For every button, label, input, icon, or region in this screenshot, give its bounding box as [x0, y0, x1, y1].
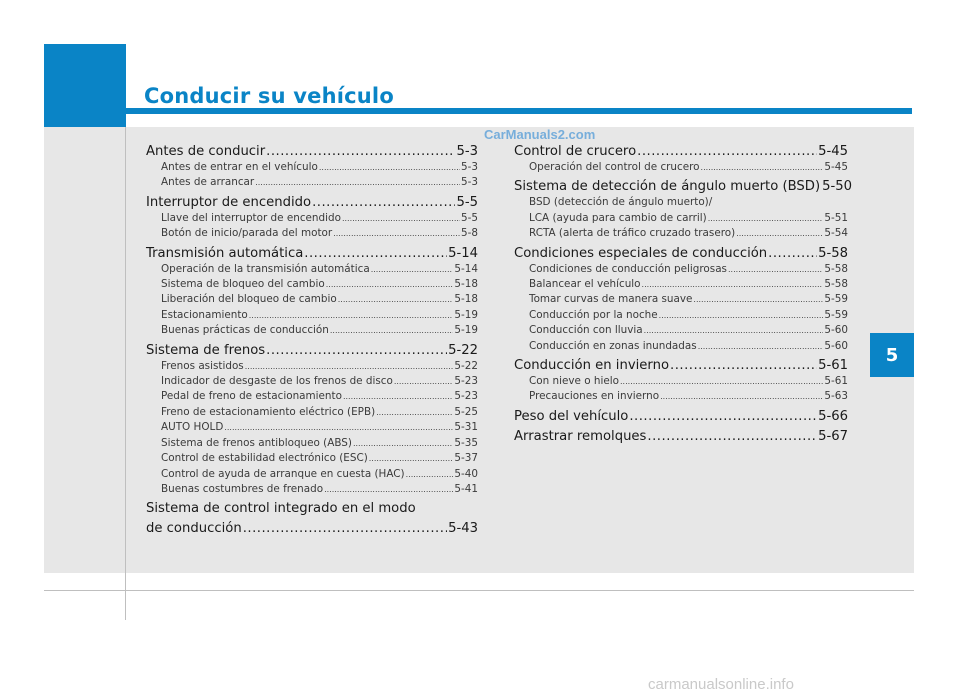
toc-entry-title: Arrastrar remolques: [514, 428, 647, 444]
toc-subsection-entry[interactable]: [146, 389, 478, 404]
title-underline: [126, 108, 912, 114]
toc-subsection-entry[interactable]: [146, 467, 478, 482]
chapter-color-block: [44, 44, 126, 127]
toc-entry-title: RCTA (alerta de tráfico cruzado trasero): [529, 227, 736, 240]
toc-entry-title: Conducción con lluvia: [529, 324, 643, 337]
toc-entry-title: Liberación del bloqueo de cambio: [161, 293, 337, 306]
toc-dot-leader: [326, 277, 454, 292]
toc-page-number: 5-5: [461, 211, 478, 224]
toc-section-entry[interactable]: [514, 144, 848, 160]
toc-entry-title: Condiciones de conducción peligrosas: [529, 262, 727, 275]
toc-dot-leader: [304, 246, 447, 262]
toc-subsection-entry[interactable]: [146, 436, 478, 451]
toc-entry-title: Con nieve o hielo: [529, 375, 619, 388]
toc-entry-title: Condiciones especiales de conducción: [514, 245, 768, 261]
toc-dot-leader: [620, 374, 823, 389]
toc-dot-leader: [647, 429, 817, 445]
toc-dot-leader: [644, 323, 824, 338]
toc-entry-title: de conducción: [146, 521, 242, 537]
toc-page-number: 5-19: [454, 324, 478, 337]
toc-page-number: 5-31: [454, 421, 478, 434]
toc-entry-title: Sistema de frenos antibloqueo (ABS): [161, 436, 352, 449]
toc-left-column: [146, 140, 478, 537]
toc-dot-leader: [249, 308, 454, 323]
toc-entry-title: Antes de arrancar: [161, 176, 255, 189]
toc-page-number: 5-5: [456, 194, 478, 210]
toc-subsection-entry[interactable]: [514, 389, 848, 404]
toc-subsection-entry[interactable]: [146, 374, 478, 389]
toc-dot-leader: [342, 211, 460, 226]
toc-page-number: 5-18: [454, 278, 478, 291]
toc-subsection-entry[interactable]: [514, 308, 848, 323]
toc-subsection-label[interactable]: BSD (detección de ángulo muerto)/: [529, 196, 713, 209]
watermark-carmanualsonline: carmanualsonline.info: [648, 676, 794, 693]
toc-dot-leader: [371, 262, 454, 277]
toc-entry-title: Sistema de frenos: [146, 342, 266, 358]
toc-page-number: 5-45: [818, 144, 848, 159]
toc-subsection-entry[interactable]: [514, 323, 848, 338]
toc-dot-leader: [406, 467, 454, 482]
toc-subsection-entry[interactable]: [146, 482, 478, 497]
toc-page-number: 5-22: [454, 359, 478, 372]
toc-page-number: 5-14: [454, 262, 478, 275]
toc-page-number: 5-54: [824, 227, 848, 240]
toc-dot-leader: [701, 160, 824, 175]
toc-page-number: 5-23: [454, 375, 478, 388]
toc-dot-leader: [376, 405, 453, 420]
toc-subsection-entry[interactable]: [146, 323, 478, 338]
toc-entry-title: Operación del control de crucero: [529, 161, 700, 173]
toc-section-entry[interactable]: [514, 179, 853, 195]
toc-section-entry[interactable]: [514, 429, 848, 445]
toc-subsection-entry[interactable]: [146, 292, 478, 307]
toc-page-number: 5-18: [454, 293, 478, 306]
toc-page-number: 5-25: [454, 405, 478, 418]
toc-section-entry[interactable]: [146, 521, 478, 537]
toc-subsection-entry[interactable]: [514, 277, 848, 292]
toc-page-number: 5-43: [448, 521, 478, 537]
toc-subsection-entry[interactable]: [146, 175, 478, 190]
toc-dot-leader: [330, 323, 454, 338]
toc-entry-title: Balancear el vehículo: [529, 278, 641, 291]
toc-dot-leader: [629, 409, 817, 425]
chapter-tab[interactable]: 5: [870, 333, 914, 377]
toc-subsection-entry[interactable]: [146, 451, 478, 466]
toc-entry-title: Estacionamiento: [161, 308, 248, 321]
toc-subsection-entry[interactable]: [514, 339, 848, 354]
toc-dot-leader: [660, 389, 823, 404]
toc-page-number: 5-60: [824, 339, 848, 352]
toc-dot-leader: [670, 358, 817, 374]
toc-entry-title: Precauciones en invierno: [529, 390, 660, 403]
toc-dot-leader: [693, 292, 823, 307]
toc-section-entry[interactable]: [514, 409, 848, 425]
toc-page-number: 5-45: [824, 161, 848, 173]
toc-page-number: 5-23: [454, 390, 478, 403]
toc-page-number: 5-59: [824, 293, 848, 306]
toc-dot-leader: [394, 374, 454, 389]
toc-page-number: 5-58: [824, 278, 848, 291]
toc-dot-leader: [768, 246, 817, 262]
toc-dot-leader: [659, 308, 824, 323]
toc-section-entry[interactable]: [146, 343, 478, 359]
toc-entry-title: Pedal de freno de estacionamiento: [161, 390, 342, 403]
toc-page-number: 5-63: [824, 390, 848, 403]
toc-dot-leader: [255, 175, 460, 190]
toc-section-entry[interactable]: [146, 144, 478, 160]
toc-entry-title: Antes de entrar en el vehículo: [161, 161, 318, 173]
toc-subsection-entry[interactable]: [146, 277, 478, 292]
toc-dot-leader: [243, 521, 447, 537]
toc-entry-title: Tomar curvas de manera suave: [529, 293, 693, 306]
toc-dot-leader: [343, 389, 453, 404]
watermark-carmanuals2: CarManuals2.com: [484, 127, 596, 142]
toc-page-number: 5-66: [818, 408, 848, 424]
footer-divider: [44, 590, 914, 591]
toc-section-entry[interactable]: [514, 358, 848, 374]
toc-page-number: 5-22: [448, 342, 478, 358]
toc-page-number: 5-58: [818, 245, 848, 261]
toc-page-number: 5-67: [818, 428, 848, 444]
toc-page-number: 5-50: [822, 179, 853, 195]
page-title: Conducir su vehículo: [144, 84, 394, 108]
toc-entry-title: Conducción por la noche: [529, 308, 658, 321]
toc-dot-leader: [698, 339, 824, 354]
toc-entry-title: LCA (ayuda para cambio de carril): [529, 211, 707, 224]
toc-entry-title: Antes de conducir: [146, 144, 266, 159]
toc-section-entry[interactable]: [146, 246, 478, 262]
toc-subsection-entry[interactable]: [146, 308, 478, 323]
toc-dot-leader: [736, 226, 823, 241]
toc-entry-title: Conducción en invierno: [514, 358, 670, 374]
toc-page-number: 5-19: [454, 308, 478, 321]
toc-dot-leader: [728, 262, 823, 277]
toc-subsection-entry[interactable]: [146, 420, 478, 435]
toc-entry-title: Sistema de detección de ángulo muerto (BSD): [514, 179, 821, 195]
toc-entry-title: Llave del interruptor de encendido: [161, 211, 341, 224]
toc-entry-title: Interruptor de encendido: [146, 194, 312, 210]
toc-dot-leader: [319, 160, 460, 175]
toc-section-entry[interactable]: [514, 246, 848, 262]
toc-page-number: 5-58: [824, 262, 848, 275]
toc-subsection-entry[interactable]: [514, 226, 848, 241]
toc-subsection-entry[interactable]: [514, 211, 848, 226]
toc-dot-leader: [312, 195, 455, 211]
toc-dot-leader: [708, 211, 824, 226]
toc-entry-title: Freno de estacionamiento eléctrico (EPB): [161, 405, 376, 418]
toc-page-number: 5-8: [461, 227, 478, 240]
toc-dot-leader: [224, 420, 453, 435]
toc-dot-leader: [245, 359, 454, 374]
toc-dot-leader: [324, 482, 453, 497]
toc-page-number: 5-37: [454, 452, 478, 465]
toc-page-number: 5-35: [454, 436, 478, 449]
toc-page-number: 5-59: [824, 308, 848, 321]
toc-entry-title: Operación de la transmisión automática: [161, 262, 370, 275]
toc-subsection-entry[interactable]: [146, 160, 478, 175]
toc-subsection-entry[interactable]: [146, 359, 478, 374]
toc-page-number: 5-3: [456, 144, 478, 159]
toc-subsection-entry[interactable]: [146, 405, 478, 420]
toc-entry-title: Control de ayuda de arranque en cuesta (HAC): [161, 467, 405, 480]
toc-page-number: 5-40: [454, 467, 478, 480]
toc-entry-title: Conducción en zonas inundadas: [529, 339, 697, 352]
toc-dot-leader: [642, 277, 824, 292]
toc-subsection-entry[interactable]: [146, 226, 478, 241]
toc-dot-leader: [637, 144, 817, 160]
toc-entry-title: Buenas costumbres de frenado: [161, 482, 324, 495]
toc-page-number: 5-41: [454, 482, 478, 495]
toc-entry-title: Botón de inicio/parada del motor: [161, 227, 333, 240]
toc-page-number: 5-3: [461, 176, 478, 189]
toc-entry-title: Sistema de bloqueo del cambio: [161, 278, 325, 291]
toc-dot-leader: [353, 436, 453, 451]
toc-entry-title: Control de crucero: [514, 144, 637, 159]
toc-subsection-entry[interactable]: [514, 292, 848, 307]
toc-dot-leader: [333, 226, 460, 241]
toc-subsection-entry[interactable]: [146, 262, 478, 277]
toc-dot-leader: [369, 451, 454, 466]
toc-page-number: 5-14: [448, 245, 478, 261]
toc-page-number: 5-3: [461, 161, 478, 173]
toc-dot-leader: [266, 144, 455, 160]
toc-right-column: [514, 140, 853, 445]
toc-section-entry[interactable]: [146, 195, 478, 211]
toc-entry-title: Control de estabilidad electrónico (ESC): [161, 452, 368, 465]
toc-entry-title: Buenas prácticas de conducción: [161, 324, 329, 337]
toc-entry-title: Peso del vehículo: [514, 408, 629, 424]
toc-page-number: 5-61: [824, 375, 848, 388]
toc-dot-leader: [338, 292, 454, 307]
toc-page-number: 5-60: [824, 324, 848, 337]
toc-page-number: 5-51: [824, 211, 848, 224]
toc-subsection-entry[interactable]: [146, 211, 478, 226]
toc-entry-title: Indicador de desgaste de los frenos de disco: [161, 375, 393, 388]
toc-section-heading[interactable]: Sistema de control integrado en el modo: [146, 501, 416, 517]
toc-page-number: 5-61: [818, 358, 848, 374]
toc-entry-title: AUTO HOLD: [161, 421, 224, 434]
toc-entry-title: Frenos asistidos: [161, 359, 244, 372]
toc-subsection-entry[interactable]: [514, 160, 848, 175]
toc-dot-leader: [266, 343, 447, 359]
toc-subsection-entry[interactable]: [514, 262, 848, 277]
margin-divider: [125, 127, 126, 620]
toc-subsection-entry[interactable]: [514, 374, 848, 389]
toc-entry-title: Transmisión automática: [146, 245, 304, 261]
